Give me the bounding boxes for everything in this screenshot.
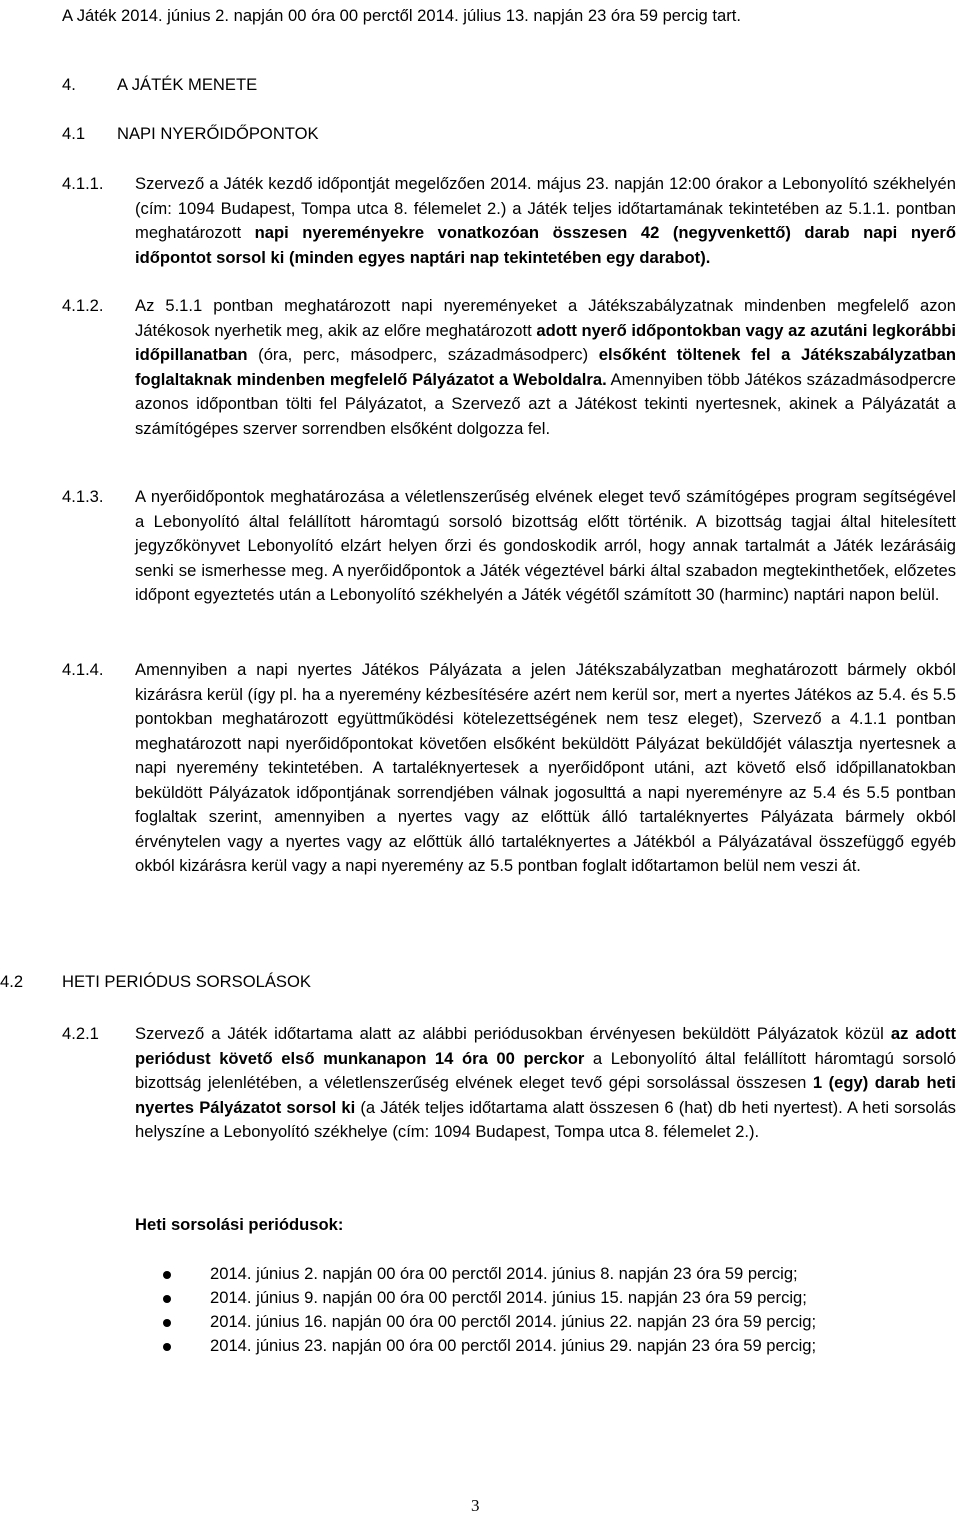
periods-heading: Heti sorsolási periódusok:	[135, 1215, 344, 1234]
paragraph-4-1-3	[62, 485, 956, 608]
bullet-icon	[163, 1319, 171, 1327]
paragraph-4-1-1	[62, 172, 956, 270]
section-title: HETI PERIÓDUS SORSOLÁSOK	[62, 972, 311, 991]
paragraph-text: Szervező a Játék kezdő időpontját megelőzően 2014. május 23. napján 12:00 órakor a Lebonyolító székhelyén (cím: 1094 Budapest, Tompa utca 8. félemelet 2.) a Játék teljes időtartamának tekintetében az 5.1.1. pontban meghatározott napi nyereményekre vonatkozóan összesen 42 (negyvenkettő) darab napi nyerő időpontot sorsol ki (minden egyes naptári nap tekintetében egy darabot).	[135, 174, 957, 267]
section-number: 4.1	[62, 124, 86, 143]
section-number: 4.	[62, 75, 76, 94]
list-item: 2014. június 2. napján 00 óra 00 perctől 2014. június 8. napján 23 óra 59 percig;	[160, 1262, 956, 1286]
paragraph-number: 4.1.1.	[62, 174, 104, 193]
paragraph-text: A nyerőidőpontok meghatározása a véletlenszerűség elvének eleget tevő számítógépes program segítségével a Lebonyolító által felállított háromtagú sorsoló bizottság előtt történik. A bizottság tagjai által hitelesített jegyzőkönyvet Lebonyolító elzárt helyen őrzi és gondoskodik arról, hogy annak tartalmát a Játék lezárásáig senki se ismerhesse meg. A nyerőidőpontok a Játék végeztével bárki által szabadon megtekinthetőek, előzetes időpont egyeztetés után a Lebonyolító székhelyén a Játék végétől számított 30 (harminc) naptári napon belül.	[135, 487, 956, 604]
page-number: 3	[471, 1496, 480, 1515]
list-item: 2014. június 9. napján 00 óra 00 perctől 2014. június 15. napján 23 óra 59 percig;	[160, 1286, 956, 1310]
paragraph-number: 4.1.2.	[62, 296, 104, 315]
section-title: NAPI NYERŐIDŐPONTOK	[117, 124, 319, 143]
paragraph-number: 4.1.3.	[62, 487, 104, 506]
paragraph-text: Szervező a Játék időtartama alatt az alábbi periódusokban érvényesen beküldött Pályázatok közül az adott periódust követő első munkanapon 14 óra 00 perckor a Lebonyolító által felállított háromtagú sorsoló bizottság jelenlétében, a véletlenszerűség elvének eleget tevő gépi sorsolással összesen 1 (egy) darab heti nyertes Pályázatot sorsol ki (a Játék teljes időtartama alatt összesen 6 (hat) db heti nyertest). A heti sorsolás helyszíne a Lebonyolító székhelye (cím: 1094 Budapest, Tompa utca 8. félemelet 2.).	[135, 1024, 956, 1141]
bullet-icon	[163, 1343, 171, 1351]
paragraph-text: Amennyiben a napi nyertes Játékos Pályázata a jelen Játékszabályzatban meghatározott bármely okból kizárásra kerül (így pl. ha a nyeremény kézbesítésére azért nem kerül sor, mert a nyertes Játékos az 5.4. és 5.5 pontokban meghatározott együttműködési kötelezettségének nem tesz eleget), Szervező a 4.1.1 pontban meghatározott napi nyerőidőpontokat követően elsőként beküldött Pályázat beküldőjét választja nyertesnek a napi nyeremény tekintetében. A tartaléknyertesek a nyerőidőpont utáni, azt követő első időpillanatokban beküldött Pályázatok időpontjának sorrendjében válnak jogosulttá a napi nyereményre az 5.4 és 5.5 pontban foglaltak szerint, amennyiben a nyertes vagy az előttük álló tartaléknyertes Pályázata bármely okból érvénytelen vagy a nyertes vagy az előttük álló tartaléknyertes a Játékból a Pályázatával összefüggő egyéb okból kizárásra kerül vagy a napi nyeremény az 5.5 pontban foglalt időtartamon belül nem veszi át.	[135, 660, 956, 875]
section-heading-4	[62, 75, 257, 95]
section-heading-4-2	[0, 972, 311, 992]
periods-list	[160, 1262, 956, 1358]
section-heading-4-1	[62, 124, 319, 144]
paragraph-number: 4.2.1	[62, 1024, 99, 1043]
paragraph-4-2-1	[62, 1022, 956, 1145]
paragraph-4-1-2	[62, 294, 956, 441]
intro-paragraph: A Játék 2014. június 2. napján 00 óra 00 perctől 2014. július 13. napján 23 óra 59 percig tart.	[62, 6, 741, 25]
section-number: 4.2	[0, 972, 24, 991]
bullet-icon	[163, 1295, 171, 1303]
bullet-icon	[163, 1271, 171, 1279]
paragraph-4-1-4	[62, 658, 956, 879]
paragraph-number: 4.1.4.	[62, 660, 104, 679]
section-title: A JÁTÉK MENETE	[117, 75, 258, 94]
list-item: 2014. június 16. napján 00 óra 00 perctől 2014. június 22. napján 23 óra 59 percig;	[160, 1310, 956, 1334]
paragraph-text: Az 5.1.1 pontban meghatározott napi nyereményeket a Játékszabályzatnak mindenben megfelelő azon Játékosok nyerhetik meg, akik az előre meghatározott adott nyerő időpontokban vagy az azutáni legkorábbi időpillanatban (óra, perc, másodperc, századmásodperc) elsőként töltenek fel a Játékszabályzatban foglaltaknak mindenben megfelelő Pályázatot a Weboldalra. Amennyiben több Játékos századmásodpercre azonos időpontban tölti fel Pályázatot, a Szervező azt a Játékost tekinti nyertesnek, akinek a Pályázatát a számítógépes szerver sorrendben elsőként dolgozza fel.	[135, 296, 956, 438]
list-item: 2014. június 23. napján 00 óra 00 perctől 2014. június 29. napján 23 óra 59 percig;	[160, 1334, 956, 1358]
